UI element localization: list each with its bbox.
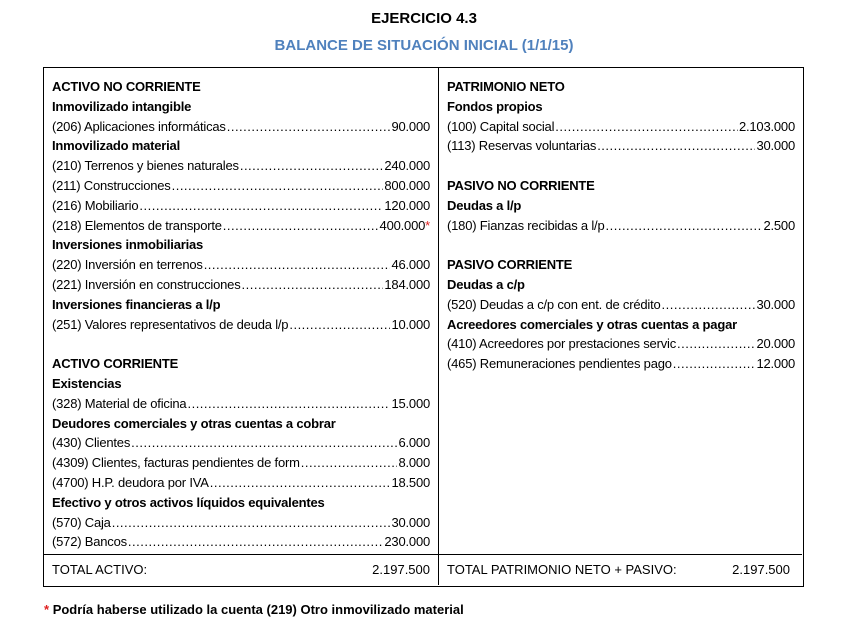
- total-assets: [44, 555, 439, 585]
- account-label: (218) Elementos de transporte: [52, 217, 222, 233]
- account-line: [447, 216, 795, 236]
- leader-dots: [242, 275, 384, 295]
- account-value: 12.000: [756, 356, 795, 372]
- section-heading: Efectivo y otros activos líquidos equivalentes: [52, 494, 325, 510]
- account-line: [447, 334, 795, 354]
- account-label: (221) Inversión en construcciones: [52, 276, 241, 292]
- account-line: [52, 117, 430, 137]
- account-line: [52, 275, 430, 295]
- total-equity-liabilities-label: TOTAL PATRIMONIO NETO + PASIVO:: [447, 562, 677, 577]
- account-line: [52, 433, 430, 453]
- account-line: [52, 255, 430, 275]
- leader-dots: [204, 255, 391, 275]
- section-heading: Inversiones financieras a l/p: [52, 296, 221, 312]
- footnote-asterisk: *: [44, 602, 50, 617]
- account-label: (251) Valores representativos de deuda l/p: [52, 316, 289, 332]
- account-value: 2.500: [763, 217, 795, 233]
- account-line: [52, 473, 430, 493]
- account-label: (113) Reservas voluntarias: [447, 138, 597, 154]
- page-title: EJERCICIO 4.3: [371, 10, 477, 27]
- account-value: 30.000: [756, 296, 795, 312]
- account-label: (520) Deudas a c/p con ent. de crédito: [447, 296, 661, 312]
- account-label: (220) Inversión en terrenos: [52, 257, 203, 273]
- leader-dots: [139, 196, 383, 216]
- account-line: [447, 136, 795, 156]
- total-assets-value: 2.197.500: [372, 562, 430, 577]
- account-label: (4700) H.P. deudora por IVA: [52, 474, 209, 490]
- account-label: (216) Mobiliario: [52, 197, 139, 213]
- section-heading: Inmovilizado intangible: [52, 98, 192, 114]
- leader-dots: [289, 315, 390, 335]
- account-label: (211) Construcciones: [52, 177, 171, 193]
- section-heading: Deudas a c/p: [447, 276, 525, 292]
- section-heading: PASIVO NO CORRIENTE: [447, 177, 595, 193]
- account-line: [52, 196, 430, 216]
- account-value: 46.000: [391, 257, 430, 273]
- leader-dots: [227, 117, 391, 137]
- total-equity-liabilities: [439, 555, 802, 585]
- spacer: [447, 235, 795, 255]
- section-heading: PATRIMONIO NETO: [447, 79, 565, 94]
- leader-dots: [240, 156, 384, 176]
- section-heading: Fondos propios: [447, 98, 543, 114]
- leader-dots: [677, 334, 755, 354]
- section-heading: Deudas a l/p: [447, 197, 522, 213]
- account-value: 30.000: [391, 514, 430, 530]
- account-value: 2.103.000: [738, 118, 795, 134]
- section-heading: Acreedores comerciales y otras cuentas a pagar: [447, 316, 737, 332]
- account-label: (410) Acreedores por prestaciones servic: [447, 336, 677, 352]
- spacer: [447, 156, 795, 176]
- section-heading: Deudores comerciales y otras cuentas a cobrar: [52, 415, 336, 431]
- account-value: 10.000: [391, 316, 430, 332]
- leader-dots: [128, 532, 383, 552]
- account-label: (572) Bancos: [52, 534, 127, 550]
- account-value: 184.000: [384, 276, 430, 292]
- spacer: [52, 334, 430, 354]
- account-line: [52, 216, 430, 236]
- leader-dots: [112, 513, 391, 533]
- asterisk-mark: *: [425, 217, 430, 233]
- account-line: [447, 354, 795, 374]
- account-line: [447, 117, 795, 137]
- leader-dots: [597, 136, 755, 156]
- section-heading: ACTIVO NO CORRIENTE: [52, 79, 201, 94]
- leader-dots: [187, 394, 390, 414]
- section-heading: PASIVO CORRIENTE: [447, 257, 573, 273]
- account-label: (180) Fianzas recibidas a l/p: [447, 217, 605, 233]
- leader-dots: [606, 216, 763, 236]
- account-label: (328) Material de oficina: [52, 395, 187, 411]
- leader-dots: [301, 453, 398, 473]
- equity-liabilities-column: [439, 68, 803, 554]
- account-line: [52, 156, 430, 176]
- page-subtitle: BALANCE DE SITUACIÓN INICIAL (1/1/15): [274, 37, 574, 54]
- account-line: [52, 315, 430, 335]
- account-label: (570) Caja: [52, 514, 111, 530]
- leader-dots: [131, 433, 397, 453]
- account-value: 15.000: [391, 395, 430, 411]
- account-value: 18.500: [391, 474, 430, 490]
- leader-dots: [172, 176, 384, 196]
- account-line: [52, 453, 430, 473]
- section-heading: Existencias: [52, 375, 122, 391]
- leader-dots: [210, 473, 391, 493]
- balance-sheet-table: [43, 67, 804, 587]
- account-value: 800.000: [384, 177, 430, 193]
- totals-row: [44, 554, 802, 585]
- account-value: 6.000: [398, 435, 430, 451]
- account-label: (100) Capital social: [447, 118, 555, 134]
- account-line: [52, 176, 430, 196]
- leader-dots: [555, 117, 738, 137]
- account-line: [52, 532, 430, 552]
- account-label: (4309) Clientes, facturas pendientes de form: [52, 455, 300, 471]
- leader-dots: [662, 295, 756, 315]
- account-label: (465) Remuneraciones pendientes pago: [447, 356, 672, 372]
- account-label: (206) Aplicaciones informáticas: [52, 118, 226, 134]
- footnote-text: Podría haberse utilizado la cuenta (219) Otro inmovilizado material: [52, 602, 464, 617]
- account-value: 120.000: [384, 197, 430, 213]
- section-heading: Inversiones inmobiliarias: [52, 237, 204, 253]
- section-heading: ACTIVO CORRIENTE: [52, 356, 179, 372]
- account-value: 240.000: [384, 158, 430, 174]
- account-label: (210) Terrenos y bienes naturales: [52, 158, 239, 174]
- footnote: [44, 602, 464, 617]
- account-value: 30.000: [756, 138, 795, 154]
- assets-column: [44, 68, 439, 554]
- account-line: [52, 513, 430, 533]
- total-equity-liabilities-value: 2.197.500: [732, 562, 790, 577]
- account-value: 8.000: [398, 455, 430, 471]
- account-value: 230.000: [384, 534, 430, 550]
- account-line: [447, 295, 795, 315]
- leader-dots: [673, 354, 756, 374]
- total-assets-label: TOTAL ACTIVO:: [52, 562, 148, 577]
- account-line: [52, 394, 430, 414]
- section-heading: Inmovilizado material: [52, 138, 181, 154]
- leader-dots: [223, 216, 379, 236]
- account-value: 400.000: [379, 217, 426, 233]
- account-label: (430) Clientes: [52, 435, 131, 451]
- account-value: 20.000: [756, 336, 795, 352]
- account-value: 90.000: [391, 118, 430, 134]
